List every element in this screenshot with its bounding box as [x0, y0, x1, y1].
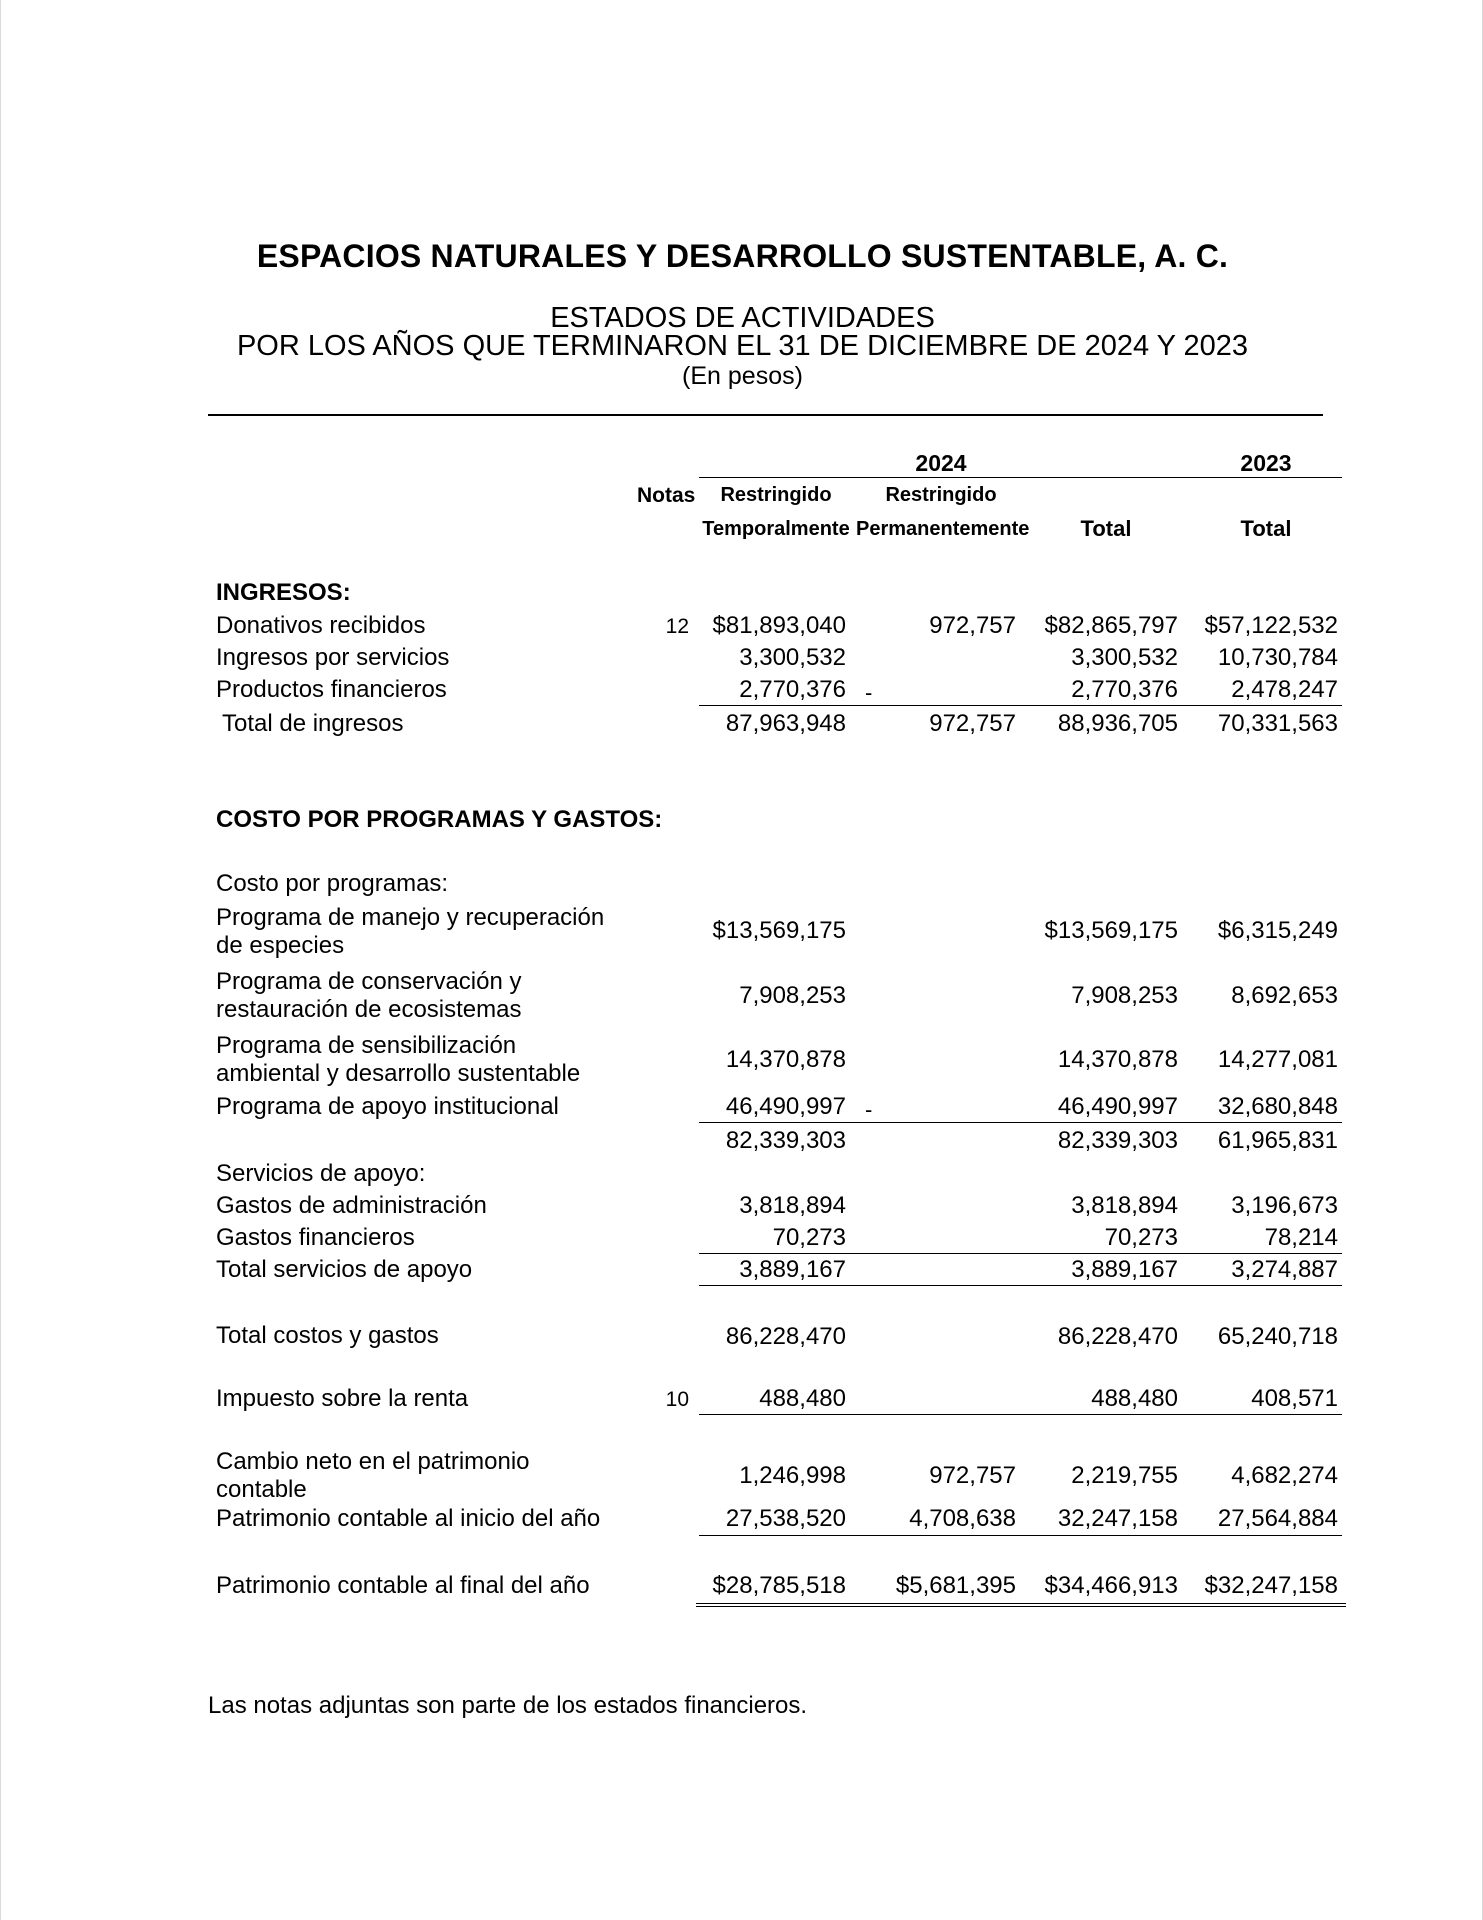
total-costos-label: Total costos y gastos — [216, 1322, 439, 1349]
prog-manejo-c3: $13,569,175 — [1044, 917, 1178, 944]
apoyo-heading: Servicios de apoyo: — [216, 1160, 426, 1187]
gastos-fin-c1: 70,273 — [772, 1224, 846, 1251]
row-total-ingresos-label: Total de ingresos — [222, 710, 404, 737]
header-rule — [208, 414, 1323, 416]
cambio-label2: contable — [216, 1476, 307, 1503]
row-productos-c2-dash: - — [865, 680, 873, 705]
inicio-c4: 27,564,884 — [1217, 1505, 1338, 1532]
gastos-admin-label: Gastos de administración — [216, 1192, 487, 1219]
impuesto-line — [699, 1414, 1342, 1415]
inicio-c1: 27,538,520 — [725, 1505, 846, 1532]
impuesto-c1: 488,480 — [759, 1385, 846, 1412]
prog-conservacion-c3: 7,908,253 — [1071, 982, 1178, 1009]
prog-sensibilizacion-label2: ambiental y desarrollo sustentable — [216, 1060, 581, 1087]
programas-subtotal-line — [699, 1122, 1342, 1123]
prog-conservacion-c1: 7,908,253 — [739, 982, 846, 1009]
inicio-c3: 32,247,158 — [1057, 1505, 1178, 1532]
gastos-admin-c3: 3,818,894 — [1071, 1192, 1178, 1219]
header-col2-line1: Restringido — [885, 484, 997, 506]
total-costos-c3: 86,228,470 — [1057, 1323, 1178, 1350]
prog-conservacion-label2: restauración de ecosistemas — [216, 996, 522, 1023]
inicio-label: Patrimonio contable al inicio del año — [216, 1505, 601, 1532]
apoyo-total-c4: 3,274,887 — [1231, 1256, 1338, 1283]
prog-sensibilizacion-label1: Programa de sensibilización — [216, 1032, 517, 1059]
total-costos-c4: 65,240,718 — [1217, 1323, 1338, 1350]
header-col2-line2: Permanentemente — [856, 518, 1030, 540]
prog-sensibilizacion-c4: 14,277,081 — [1217, 1046, 1338, 1073]
header-underline — [699, 477, 1342, 478]
prog-manejo-label1: Programa de manejo y recuperación — [216, 904, 605, 931]
cambio-label1: Cambio neto en el patrimonio — [216, 1448, 530, 1475]
gastos-admin-c4: 3,196,673 — [1231, 1192, 1338, 1219]
header-col4: Total — [1240, 516, 1292, 541]
cambio-c1: 1,246,998 — [739, 1462, 846, 1489]
row-servicios-c1: 3,300,532 — [739, 644, 846, 671]
ingresos-subtotal-line — [699, 705, 1342, 706]
header-col1-line1: Restringido — [720, 484, 832, 506]
row-productos-c4: 2,478,247 — [1231, 676, 1338, 703]
gastos-admin-c1: 3,818,894 — [739, 1192, 846, 1219]
prog-sensibilizacion-c1: 14,370,878 — [725, 1046, 846, 1073]
prog-conservacion-label1: Programa de conservación y — [216, 968, 522, 995]
row-total-ingresos-c1: 87,963,948 — [725, 710, 846, 737]
row-donativos-c2: 972,757 — [929, 612, 1016, 639]
inicio-c2: 4,708,638 — [909, 1505, 1016, 1532]
company-name: ESPACIOS NATURALES Y DESARROLLO SUSTENTABLE, A. C. — [256, 238, 1229, 274]
statement-period: POR LOS AÑOS QUE TERMINARON EL 31 DE DICIEMBRE DE 2024 Y 2023 — [236, 330, 1249, 362]
prog-apoyo-c3: 46,490,997 — [1057, 1093, 1178, 1120]
prog-apoyo-c1: 46,490,997 — [725, 1093, 846, 1120]
cambio-c4: 4,682,274 — [1231, 1462, 1338, 1489]
prog-apoyo-c2-dash: - — [865, 1097, 873, 1122]
row-productos-c3: 2,770,376 — [1071, 676, 1178, 703]
apoyo-total-c3: 3,889,167 — [1071, 1256, 1178, 1283]
gastos-fin-c3: 70,273 — [1104, 1224, 1178, 1251]
gastos-fin-c4: 78,214 — [1264, 1224, 1338, 1251]
row-donativos-c1: $81,893,040 — [712, 612, 846, 639]
section-ingresos: INGRESOS: — [216, 579, 351, 606]
header-col3: Total — [1080, 516, 1132, 541]
header-year-2023: 2023 — [1240, 450, 1292, 476]
section-costos: COSTO POR PROGRAMAS Y GASTOS: — [216, 806, 663, 833]
footer-note: Las notas adjuntas son parte de los estados financieros. — [208, 1692, 808, 1719]
prog-sensibilizacion-c3: 14,370,878 — [1057, 1046, 1178, 1073]
gastos-fin-label: Gastos financieros — [216, 1224, 415, 1251]
final-label: Patrimonio contable al final del año — [216, 1572, 590, 1599]
row-donativos-note: 12 — [665, 615, 689, 638]
inicio-line — [699, 1535, 1342, 1536]
prog-apoyo-label: Programa de apoyo institucional — [216, 1093, 559, 1120]
header-year-2024: 2024 — [915, 450, 967, 476]
row-donativos-c3: $82,865,797 — [1044, 612, 1178, 639]
header-col1-line2: Temporalmente — [702, 518, 850, 540]
row-servicios-c3: 3,300,532 — [1071, 644, 1178, 671]
final-c3: $34,466,913 — [1044, 1572, 1178, 1599]
final-c4: $32,247,158 — [1204, 1572, 1338, 1599]
row-productos-c1: 2,770,376 — [739, 676, 846, 703]
prog-manejo-c4: $6,315,249 — [1217, 917, 1338, 944]
programas-total-c1: 82,339,303 — [725, 1127, 846, 1154]
statement-title: ESTADOS DE ACTIVIDADES — [550, 302, 935, 334]
final-double-underline — [696, 1603, 1346, 1607]
prog-apoyo-c4: 32,680,848 — [1217, 1093, 1338, 1120]
programas-heading: Costo por programas: — [216, 870, 449, 897]
programas-total-c3: 82,339,303 — [1057, 1127, 1178, 1154]
currency-note: (En pesos) — [682, 362, 803, 390]
row-servicios-label: Ingresos por servicios — [216, 644, 450, 671]
cambio-c2: 972,757 — [929, 1462, 1016, 1489]
impuesto-label: Impuesto sobre la renta — [216, 1385, 469, 1412]
final-c1: $28,785,518 — [712, 1572, 846, 1599]
row-donativos-label: Donativos recibidos — [216, 612, 426, 639]
prog-manejo-label2: de especies — [216, 932, 345, 959]
row-total-ingresos-c4: 70,331,563 — [1217, 710, 1338, 737]
prog-manejo-c1: $13,569,175 — [712, 917, 846, 944]
row-total-ingresos-c2: 972,757 — [929, 710, 1016, 737]
programas-total-c4: 61,965,831 — [1217, 1127, 1338, 1154]
impuesto-c4: 408,571 — [1251, 1385, 1338, 1412]
apoyo-total-label: Total servicios de apoyo — [216, 1256, 473, 1283]
cambio-c3: 2,219,755 — [1071, 1462, 1178, 1489]
impuesto-c3: 488,480 — [1091, 1385, 1178, 1412]
header-notas: Notas — [637, 484, 696, 507]
row-servicios-c4: 10,730,784 — [1217, 644, 1338, 671]
apoyo-total-line — [699, 1285, 1342, 1286]
prog-conservacion-c4: 8,692,653 — [1231, 982, 1338, 1009]
impuesto-note: 10 — [665, 1388, 689, 1411]
apoyo-subtotal-line — [699, 1253, 1342, 1254]
row-donativos-c4: $57,122,532 — [1204, 612, 1338, 639]
final-c2: $5,681,395 — [895, 1572, 1016, 1599]
total-costos-c1: 86,228,470 — [725, 1323, 846, 1350]
apoyo-total-c1: 3,889,167 — [739, 1256, 846, 1283]
row-productos-label: Productos financieros — [216, 676, 447, 703]
row-total-ingresos-c3: 88,936,705 — [1057, 710, 1178, 737]
